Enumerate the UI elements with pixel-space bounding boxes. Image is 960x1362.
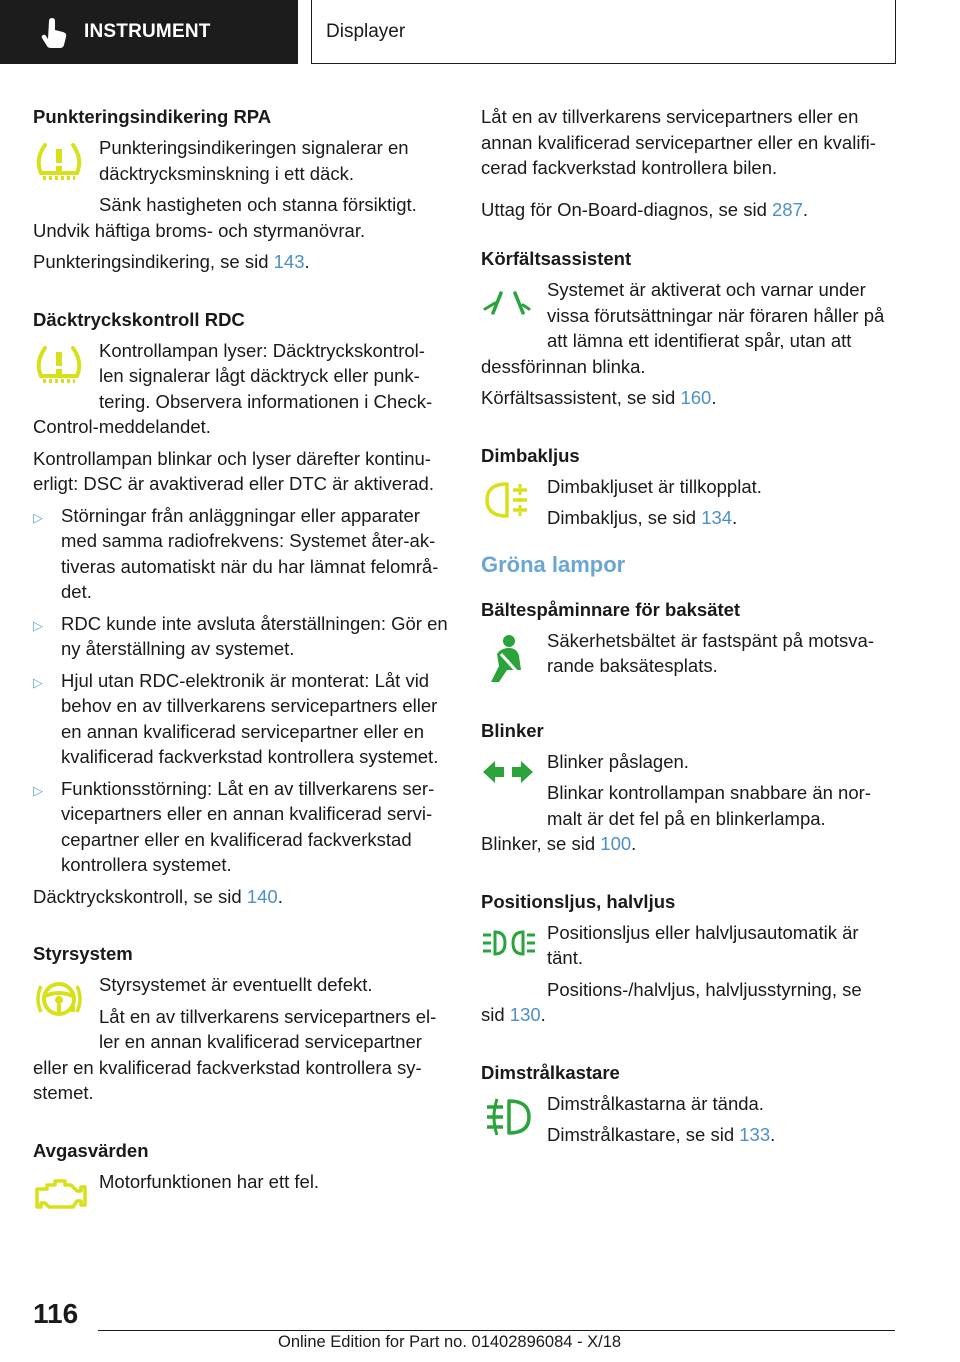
subsection-box xyxy=(311,0,896,64)
belt-block xyxy=(481,628,893,686)
engine-warning-icon xyxy=(33,1173,89,1219)
rpa-text-1: Punkteringsindikeringen signalerar en däcktrycksminskning i ett däck. xyxy=(99,137,409,184)
fog-ref-text: Dimbakljus, se sid xyxy=(547,507,702,528)
lane-ref-link[interactable]: 160 xyxy=(680,387,712,408)
section-tab xyxy=(0,0,298,64)
rpa-text-2b: Undvik häftiga broms- och styrmanövrar. xyxy=(33,219,366,241)
rdc-bullet xyxy=(33,776,448,878)
hand-pointer-icon xyxy=(34,12,74,52)
rpa-text-2a: Sänk hastigheten och stanna försiktigt. xyxy=(99,194,417,215)
steer-text-2a: Låt en av tillverkarens servicepartners el‐ler en annan kvalificerad servicepartner xyxy=(99,1005,437,1052)
rpa-ref-link[interactable]: 143 xyxy=(273,251,305,272)
high-text-1: Dimstrålkastarna är tända. xyxy=(547,1092,764,1114)
belt-heading: Bältespåminnare för baksätet xyxy=(481,598,741,620)
fog-block xyxy=(481,474,893,531)
subsection-title: Displayer xyxy=(326,20,406,42)
fog-heading: Dimbakljus xyxy=(481,444,580,466)
high-ref-link[interactable]: 133 xyxy=(739,1124,771,1145)
rdc-text-1a: Kontrollampan lyser: Däcktryckskontrol‐len signalerar lågt däcktryck eller punk‐tering. Observera informationen i Check- xyxy=(99,339,433,412)
lane-text-1b: dessförinnan blinka. xyxy=(481,355,646,377)
right-column xyxy=(481,104,893,1148)
obd-ref-text: Uttag för On-Board-diagnos, se sid xyxy=(481,198,773,220)
steer-text-1: Styrsystemet är eventuellt defekt. xyxy=(99,974,373,995)
belt-text-1: Säkerhetsbältet är fastspänt på motsva‐rande baksätesplats. xyxy=(547,629,875,676)
front-fog-light-icon xyxy=(481,1095,535,1139)
high-ref-text: Dimstrålkastare, se sid xyxy=(547,1124,740,1145)
green-lamps-heading: Gröna lampor xyxy=(481,551,626,577)
steer-heading: Styrsystem xyxy=(33,943,133,964)
rear-fog-light-icon xyxy=(481,478,535,522)
turn-signal-icon xyxy=(481,757,535,787)
rdc-bullet-text: Störningar från anläggningar eller apparater med samma radiofrekvens: Systemet åter‐ak‐tiveras automatiskt när du har lämnat felområ‐det. xyxy=(61,504,439,602)
footer-divider xyxy=(98,1330,895,1331)
steer-text-2b: eller en kvalificerad fackverkstad kontrollera sy‐stemet. xyxy=(33,1056,422,1103)
rdc-bullet-text: Hjul utan RDC-elektronik är monterat: Låt vid behov en av tillverkarens servicepartners eller en annan kvalificerad servicepartner eller en kvalificerad fackverkstad kontrollera systemet. xyxy=(61,669,439,767)
emis-block xyxy=(33,1169,448,1219)
pos-ref: sid 130. xyxy=(481,1004,546,1025)
steering-wheel-warning-icon xyxy=(33,976,85,1022)
rpa-heading: Punkteringsindikering RPA xyxy=(33,106,272,127)
triangle-bullet-icon: ▷ xyxy=(33,617,43,633)
left-column xyxy=(33,104,448,1219)
lane-assist-icon xyxy=(481,287,533,317)
rpa-ref: Punkteringsindikering, se sid 143. xyxy=(33,251,310,272)
high-ref: Dimstrålkastare, se sid 133. xyxy=(547,1124,776,1145)
lane-block xyxy=(481,277,893,354)
rdc-heading: Däcktryckskontroll RDC xyxy=(33,308,245,330)
intro-text: Låt en av tillverkarens servicepartners eller en annan kvalificerad servicepartner eller en kvalifi‐cerad fackverkstad kontrollera bilen. xyxy=(481,106,876,178)
page-number: 116 xyxy=(33,1298,79,1329)
tire-warning-icon xyxy=(33,139,85,185)
rpa-ref-text: Punkteringsindikering, se sid xyxy=(33,251,274,272)
tire-pressure-warning-icon xyxy=(33,342,85,388)
section-title: INSTRUMENT xyxy=(84,21,211,42)
fog-text-1: Dimbakljuset är tillkopplat. xyxy=(547,475,762,497)
rdc-text-2: Kontrollampan blinkar och lyser därefter kontinu‐erligt: DSC är avaktiverad eller DTC är aktiverad. xyxy=(33,447,434,494)
blink-ref-text: Blinker, se sid xyxy=(481,833,601,854)
triangle-bullet-icon: ▷ xyxy=(33,674,43,690)
rpa-block xyxy=(33,135,448,218)
rdc-text-1b: Control-meddelandet. xyxy=(33,416,211,437)
triangle-bullet-icon: ▷ xyxy=(33,782,43,798)
rdc-block xyxy=(33,338,448,415)
pos-text-2a: Positions-/halvljus, halvljusstyrning, se xyxy=(547,978,862,1000)
blink-ref: Blinker, se sid 100. xyxy=(481,833,637,854)
rdc-bullet xyxy=(33,611,448,662)
emis-text-1: Motorfunktionen har ett fel. xyxy=(99,1170,320,1192)
rdc-bullet xyxy=(33,503,448,605)
rdc-bullet xyxy=(33,668,448,770)
rdc-bullet-text: Funktionsstörning: Låt en av tillverkarens ser‐vicepartners eller en annan kvalificerad servi‐cepartner eller en kvalificerad fackverkstad kontrollera systemet. xyxy=(61,777,435,875)
lane-text-1a: Systemet är aktiverat och varnar under vissa förutsättningar när föraren håller på att lämna ett identifierat spår, utan att xyxy=(547,279,885,351)
emis-heading: Avgasvärden xyxy=(33,1139,149,1161)
pos-ref-text: sid xyxy=(481,1004,510,1025)
pos-block xyxy=(481,920,893,1003)
edition-text: Online Edition for Part no. 01402896084 - X/18 xyxy=(278,1333,622,1351)
obd-ref-link[interactable]: 287 xyxy=(772,198,803,220)
blink-ref-link[interactable]: 100 xyxy=(600,833,632,854)
rdc-ref-link[interactable]: 140 xyxy=(246,885,278,907)
blink-heading: Blinker xyxy=(481,719,544,741)
position-light-icon xyxy=(481,928,537,958)
blink-text-1: Blinker påslagen. xyxy=(547,750,689,772)
lane-ref: Körfältsassistent, se sid 160. xyxy=(481,387,717,408)
triangle-bullet-icon: ▷ xyxy=(33,509,43,525)
rdc-ref-text: Däcktryckskontroll, se sid xyxy=(33,885,247,907)
steer-block xyxy=(33,972,448,1055)
high-heading: Dimstrålkastare xyxy=(481,1061,620,1083)
high-block xyxy=(481,1091,893,1148)
rdc-ref: Däcktryckskontroll, se sid 140. xyxy=(33,885,283,907)
pos-heading: Positionsljus, halvljus xyxy=(481,890,676,912)
blink-text-2: Blinkar kontrollampan snabbare än nor‐malt är det fel på en blinkerlampa. xyxy=(547,782,871,829)
fog-ref-link[interactable]: 134 xyxy=(701,507,733,528)
lane-ref-text: Körfältsassistent, se sid xyxy=(481,387,681,408)
blink-block xyxy=(481,749,893,832)
fog-ref: Dimbakljus, se sid 134. xyxy=(547,507,738,528)
lane-heading: Körfältsassistent xyxy=(481,248,632,269)
pos-ref-link[interactable]: 130 xyxy=(509,1004,541,1025)
seatbelt-icon xyxy=(481,632,533,686)
rdc-bullet-text: RDC kunde inte avsluta återställningen: Gör en ny återställning av systemet. xyxy=(61,612,448,659)
obd-ref: Uttag för On-Board-diagnos, se sid 287. xyxy=(481,198,809,220)
pos-text-1: Positionsljus eller halvljusautomatik är tänt. xyxy=(547,921,859,968)
